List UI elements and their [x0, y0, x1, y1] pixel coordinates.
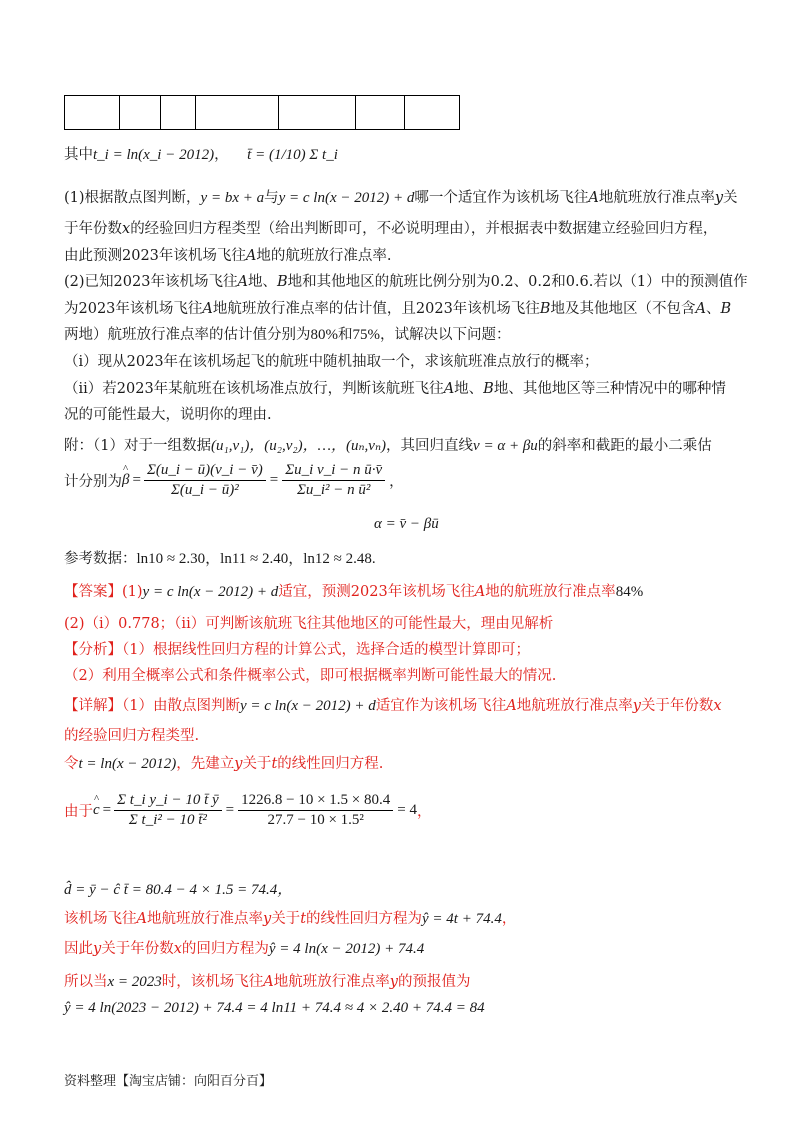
table-cell [279, 96, 356, 130]
c-hat-derivation: 由于 ^ c = $\frac{\text{Σ t\_i y\_i − 10 t̄ ȳ}}{\text{Σ t\_i² − 10 t̄²}}$ = $\frac{1226.8 - 10 \times 1.5 \times 80.4}{\text{27.7 − 10 × 1.5²}}$ = 4 ， [64, 792, 432, 829]
var-a: A [506, 698, 517, 714]
c-num-2: 1226.8 − 10 × 1.5 × 80.4 [238, 792, 393, 811]
detail-text: 关于 [242, 756, 272, 772]
intro-prefix: 其中 [64, 147, 93, 163]
q2-text: 地及其他地区（不包含 [550, 301, 696, 317]
analysis-line1 [64, 638, 530, 659]
q1-text: 哪一个适宜作为该机场飞往 [414, 190, 589, 206]
q2-text: 地、其他地区等三种情况中的哪种情 [493, 381, 726, 397]
detail-text: ，先建立 [176, 756, 235, 772]
var-a: A [136, 911, 147, 927]
pct-80: 80% [310, 327, 338, 343]
detail-line6 [64, 907, 516, 928]
detail-text: 由于 [64, 804, 93, 820]
detail-text: （1）由散点图判断 [122, 698, 240, 714]
q2-sub2-line1 [64, 377, 726, 398]
prediction-calc: ŷ = 4 ln(2023 − 2012) + 74.4 = 4 ln11 + 74.4 ≈ 4 × 2.40 + 74.4 = 84 [64, 1000, 485, 1016]
appendix-text: 附：（1）对于一组数据 [64, 438, 211, 454]
q2-line1 [64, 270, 748, 291]
q1-text: 的经验回归方程类型（给出判断即可，不必说明理由），并根据表中数据建立经验回归方程， [130, 221, 718, 237]
appendix-text: 的斜率和截距的最小二乘估 [537, 438, 712, 454]
table-cell [161, 96, 196, 130]
q2-sub2-line2: 况的可能性最大，说明你的理由. [64, 407, 272, 423]
q2-text: 和 [338, 327, 353, 343]
beta-hat: ^ β [122, 472, 129, 489]
var-a: A [245, 248, 257, 264]
detail-text: 因此 [64, 941, 93, 957]
x-value: x = 2023 [107, 974, 162, 990]
var-x: x [122, 221, 131, 237]
detail-text: 地航班放行准点率 [146, 911, 263, 927]
detail-line8 [64, 970, 470, 991]
q1-text: 关 [723, 190, 738, 206]
detail-text: 所以当 [64, 974, 108, 990]
beta-num-2: Σu_i v_i − n ū·v̄ [282, 462, 385, 481]
var-t: t [271, 756, 278, 772]
var-y: y [632, 698, 641, 714]
q2-text: ，试解决以下问题： [380, 327, 511, 343]
var-y: y [262, 911, 272, 927]
beta-fraction-1 [144, 462, 266, 499]
d-hat-line: d̂ = ȳ − ĉ t̄ = 80.4 − 4 × 1.5 = 74.4， [64, 882, 293, 898]
c-fraction-1 [114, 792, 222, 829]
q1-text: 由此预测2023年该机场飞往 [64, 248, 246, 264]
detail-eq: y = c ln(x − 2012) + d [239, 698, 376, 714]
t-bar-formula: t̄ = (1/10) Σ t_i [247, 147, 338, 163]
detail-line1 [64, 694, 722, 715]
beta-den-1: Σ(u_i − ū)² [171, 482, 239, 498]
q1-line2 [64, 217, 717, 238]
answer-eq: y = c ln(x − 2012) + d [142, 584, 279, 600]
q1-text: 与 [264, 190, 279, 206]
data-pairs: (u₁,v₁)，(u₂,v₂)，…，(uₙ,vₙ) [210, 438, 387, 454]
table-cell [120, 96, 161, 130]
reference-data [64, 547, 376, 568]
var-a: A [202, 301, 213, 317]
var-t: t [300, 911, 307, 927]
q1-text: 地航班放行准点率 [598, 190, 715, 206]
beta-den-2: Σu_i² − n ū² [296, 482, 371, 498]
answer-tag: 【答案】 [64, 584, 122, 600]
detail-text: 的预报值为 [397, 974, 471, 990]
detail-tag: 【详解】 [64, 698, 122, 714]
q2-sub1: （i）现从2023年在该机场起飞的航班中随机抽取一个，求该航班准点放行的概率； [64, 354, 599, 370]
q2-text: 地、 [247, 274, 277, 290]
c-den-1: Σ t_i² − 10 t̄² [128, 812, 207, 828]
var-a: A [588, 190, 599, 206]
table-cell [196, 96, 279, 130]
detail-text: 的线性回归方程. [277, 756, 384, 772]
analysis-tag: 【分析】 [64, 642, 122, 658]
detail-line2: 的经验回归方程类型. [64, 728, 200, 744]
q2-text: 地航班放行准点率的估计值，且2023年该机场飞往 [212, 301, 540, 317]
answer-pct: 84% [615, 584, 644, 600]
appendix-text: ，其回归直线 [386, 438, 474, 454]
c-result: = 4 [397, 802, 417, 818]
alpha-formula: α = v̄ − βū [374, 516, 439, 532]
detail-text: ， [417, 804, 432, 820]
var-a: A [474, 584, 486, 600]
t-definition: t = ln(x − 2012) [78, 756, 177, 772]
q1-line3 [64, 244, 392, 265]
detail-text: 关于年份数 [101, 941, 174, 957]
var-y: y [234, 756, 243, 772]
table-cell [65, 96, 120, 130]
answer-line1 [64, 580, 643, 601]
var-b: B [483, 381, 494, 397]
q1-text: (1)根据散点图判断， [64, 190, 201, 206]
refs-label: 参考数据： [64, 551, 137, 567]
var-x: x [713, 698, 722, 714]
q1-line1 [64, 186, 738, 207]
detail-text: 的线性回归方程为 [306, 911, 423, 927]
var-b: B [720, 301, 732, 317]
footer-source: 资料整理【淘宝店铺：向阳百分百】 [64, 1074, 273, 1089]
answer-text: 适宜，预测2023年该机场飞往 [278, 584, 475, 600]
c-den-2: 27.7 − 10 × 1.5² [267, 812, 364, 828]
refs-values: ln10 ≈ 2.30，ln11 ≈ 2.40，ln12 ≈ 2.48. [136, 551, 376, 567]
answer-text: (1) [122, 584, 143, 600]
appendix-formula-row: 计分别为 ^ β = $\frac{\Sigma(u\_i - ū)(v\_i - v̄)}{\text{Σ(u\_i − ū)²}}$ = $\frac{\text{Σu\_i v\_i − n ū·v̄}}{\text{Σu\_i² − n ū²}}$ ， [64, 462, 404, 499]
beta-num-1: Σ(u_i − ū)(v_i − v̄) [144, 462, 266, 481]
var-a: A [443, 381, 455, 397]
detail-text: 地航班放行准点率 [516, 698, 633, 714]
var-y: y [93, 941, 102, 957]
data-table [64, 95, 460, 130]
var-y: y [389, 974, 398, 990]
detail-text: 该机场飞往 [64, 911, 137, 927]
c-num-1: Σ t_i y_i − 10 t̄ ȳ [114, 792, 222, 811]
var-b: B [539, 301, 551, 317]
table-cell [356, 96, 405, 130]
q2-text: （ii）若2023年某航班在该机场准点放行，判断该航班飞往 [64, 381, 444, 397]
var-a: A [695, 301, 706, 317]
q2-text: 地、 [454, 381, 484, 397]
q2-line2 [64, 297, 731, 318]
detail-text: ， [501, 911, 517, 927]
ti-definition: t_i = ln(x_i − 2012) [93, 147, 215, 163]
answer-text: 地的航班放行准点率 [485, 584, 616, 600]
q1-eq-log: y = c ln(x − 2012) + d [278, 190, 415, 206]
regression-line-formula: v = α + βu [473, 438, 538, 454]
q2-text: 两地）航班放行准点率的估计值分别为 [64, 327, 311, 343]
var-a: A [237, 274, 248, 290]
q2-text: 地和其他地区的航班比例分别为0.2、0.2和0.6.若以（1）中的预测值作 [287, 274, 748, 290]
detail-text: 地航班放行准点率 [273, 974, 390, 990]
detail-text: 关于年份数 [640, 698, 714, 714]
detail-text: 时，该机场飞往 [161, 974, 264, 990]
var-x: x [173, 941, 182, 957]
q2-text: 、 [705, 301, 721, 317]
q2-text: 为2023年该机场飞往 [64, 301, 203, 317]
detail-text: 的回归方程为 [181, 941, 269, 957]
table-cell [405, 96, 460, 130]
detail-text: 令 [64, 756, 79, 772]
detail-text: 适宜作为该机场飞往 [375, 698, 507, 714]
table-row [65, 96, 460, 130]
beta-fraction-2 [282, 462, 385, 499]
q2-text: (2)已知2023年该机场飞往 [64, 274, 238, 290]
analysis-text: （1）根据线性回归方程的计算公式，选择合适的模型计算即可； [122, 642, 530, 658]
log-reg-eq: ŷ = 4 ln(x − 2012) + 74.4 [268, 941, 425, 957]
var-y: y [714, 190, 724, 206]
detail-text: 关于 [271, 911, 301, 927]
q2-line3 [64, 323, 511, 344]
q1-text: 地的航班放行准点率. [256, 248, 392, 264]
c-hat: ^ c [93, 802, 100, 819]
detail-line7 [64, 937, 424, 958]
appendix-text: 计分别为 [64, 474, 122, 490]
pct-75: 75% [352, 327, 380, 343]
c-fraction-2 [238, 792, 393, 829]
linear-reg-eq: ŷ = 4t + 74.4 [422, 911, 502, 927]
analysis-line2: （2）利用全概率公式和条件概率公式，即可根据概率判断可能性最大的情况. [64, 668, 557, 684]
intro-sep: ， [214, 147, 229, 163]
appendix-line1 [64, 434, 712, 455]
var-a: A [263, 974, 274, 990]
q1-text: 于年份数 [64, 221, 122, 237]
intro-line [64, 143, 338, 164]
var-b: B [276, 274, 288, 290]
detail-line3 [64, 752, 383, 773]
q1-eq-linear: y = bx + a [200, 190, 265, 206]
answer-line2: (2)（i）0.778；（ii）可判断该航班飞往其他地区的可能性最大，理由见解析 [64, 616, 554, 632]
